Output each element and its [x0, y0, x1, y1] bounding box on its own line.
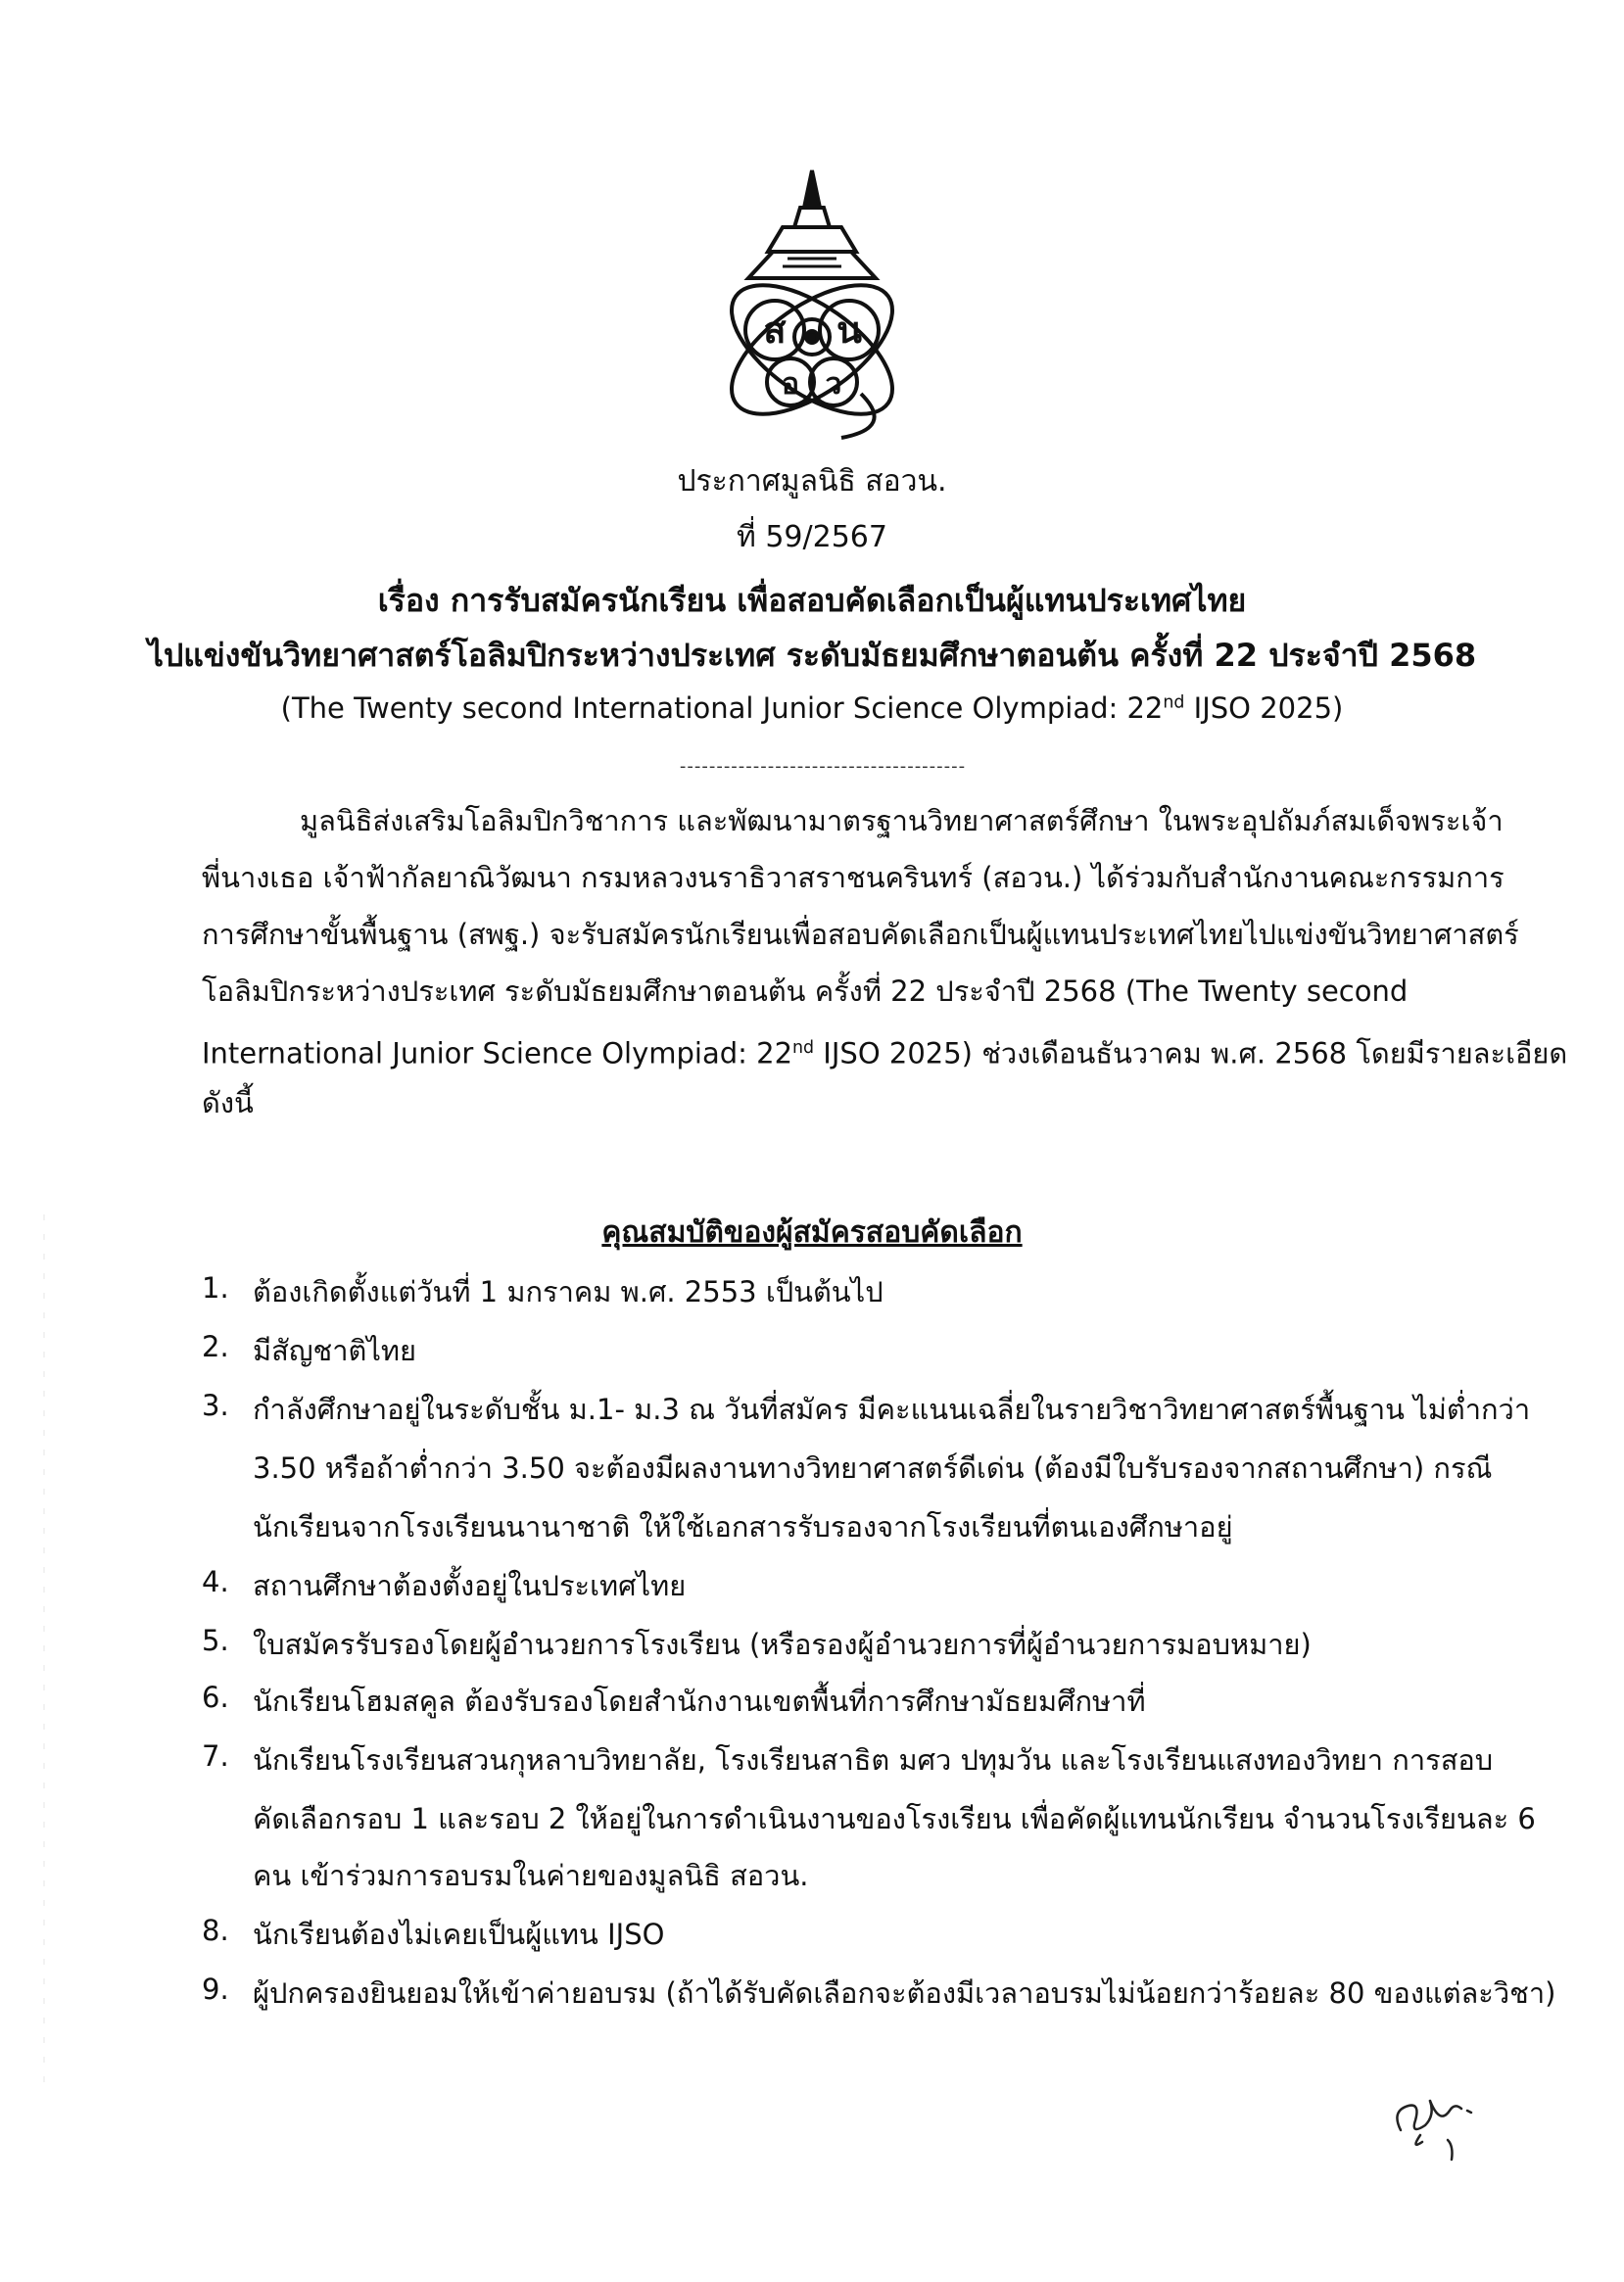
announcement-title: ประกาศมูลนิธิ สอวน. — [677, 464, 947, 499]
svg-text:อ: อ — [781, 367, 800, 402]
list-number: 3. — [202, 1389, 229, 1422]
svg-text:ว: ว — [825, 367, 842, 402]
english-title — [0, 691, 1624, 725]
intro-line-5-part-a: International Junior Science Olympiad: 22 — [202, 1036, 793, 1070]
list-item-continuation: คน เข้าร่วมการอบรมในค่ายของมูลนิธิ สอวน. — [253, 1859, 809, 1892]
intro-line-6: ดังนี้ — [202, 1086, 254, 1119]
list-item: ต้องเกิดตั้งแต่วันที่ 1 มกราคม พ.ศ. 2553 เป็นต้นไป — [253, 1275, 884, 1308]
qualifications-heading-text: คุณสมบัติของผู้สมัครสอบคัดเลือก — [601, 1215, 1023, 1250]
list-item: นักเรียนต้องไม่เคยเป็นผู้แทน IJSO — [253, 1918, 665, 1951]
list-item-continuation: 3.50 หรือถ้าต่ำกว่า 3.50 จะต้องมีผลงานทางวิทยาศาสตร์ดีเด่น (ต้องมีใบรับรองจากสถานศึกษา) กรณี — [253, 1451, 1493, 1485]
english-title-part-b: IJSO 2025) — [1184, 691, 1344, 725]
list-item: ใบสมัครรับรองโดยผู้อำนวยการโรงเรียน (หรือรองผู้อำนวยการที่ผู้อำนวยการมอบหมาย) — [253, 1628, 1312, 1661]
list-number: 1. — [202, 1271, 229, 1305]
intro-line-5 — [202, 1028, 1567, 1073]
intro-line-4: โอลิมปิกระหว่างประเทศ ระดับมัธยมศึกษาตอนต้น ครั้งที่ 22 ประจำปี 2568 (The Twenty second — [202, 975, 1409, 1008]
intro-line-5-sup: nd — [792, 1038, 815, 1058]
intro-line-2: พี่นางเธอ เจ้าฟ้ากัลยาณิวัฒนา กรมหลวงนราธิวาสราชนครินทร์ (สอวน.) ได้ร่วมกับสำนักงานคณะกรรมการ — [202, 861, 1505, 894]
list-number: 8. — [202, 1914, 229, 1947]
list-item: ผู้ปกครองยินยอมให้เข้าค่ายอบรม (ถ้าได้รับคัดเลือกจะต้องมีเวลาอบรมไม่น้อยกว่าร้อยละ 80 ของแต่ละวิชา) — [253, 1976, 1556, 2010]
announcement-number: ที่ 59/2567 — [737, 520, 887, 554]
list-item: สถานศึกษาต้องตั้งอยู่ในประเทศไทย — [253, 1569, 687, 1602]
svg-text:ส: ส — [763, 309, 787, 352]
intro-line-5-part-b: IJSO 2025) ช่วงเดือนธันวาคม พ.ศ. 2568 โดยมีรายละเอียด — [814, 1036, 1568, 1070]
list-number: 9. — [202, 1973, 229, 2006]
list-number: 6. — [202, 1681, 229, 1714]
english-title-part-a: (The Twenty second International Junior Science Olympiad: 22 — [280, 691, 1164, 725]
scan-margin-marks — [43, 1214, 45, 2096]
list-item: นักเรียนโรงเรียนสวนกุหลาบวิทยาลัย, โรงเรียนสาธิต มศว ปทุมวัน และโรงเรียนแสงทองวิทยา การสอบ — [253, 1743, 1494, 1777]
english-title-sup: nd — [1163, 692, 1185, 713]
qualifications-heading — [0, 1210, 1624, 1256]
intro-line-1: มูลนิธิส่งเสริมโอลิมปิกวิชาการ และพัฒนามาตรฐานวิทยาศาสตร์ศึกษา ในพระอุปถัมภ์สมเด็จพระเจ้า — [300, 804, 1504, 837]
list-item-continuation: นักเรียนจากโรงเรียนนานาชาติ ให้ใช้เอกสารรับรองจากโรงเรียนที่ตนเองศึกษาอยู่ — [253, 1510, 1233, 1544]
list-number: 2. — [202, 1330, 229, 1363]
subject-line-2: ไปแข่งขันวิทยาศาสตร์โอลิมปิกระหว่างประเทศ ระดับมัธยมศึกษาตอนต้น ครั้งที่ 22 ประจำปี 2568 — [147, 637, 1477, 674]
list-item: กำลังศึกษาอยู่ในระดับชั้น ม.1- ม.3 ณ วันที่สมัคร มีคะแนนเฉลี่ยในรายวิชาวิทยาศาสตร์พื้นฐาน ไม่ต่ำกว่า — [253, 1393, 1531, 1426]
list-item: มีสัญชาติไทย — [253, 1334, 417, 1367]
list-number: 4. — [202, 1565, 229, 1598]
foundation-logo — [714, 168, 910, 443]
separator-line: --------------------------------------- — [679, 756, 967, 777]
list-number: 7. — [202, 1739, 229, 1773]
intro-line-3: การศึกษาขั้นพื้นฐาน (สพฐ.) จะรับสมัครนักเรียนเพื่อสอบคัดเลือกเป็นผู้แทนประเทศไทยไปแข่งขันวิทยาศาสตร์ — [202, 918, 1519, 951]
list-item: นักเรียนโฮมสคูล ต้องรับรองโดยสำนักงานเขตพื้นที่การศึกษามัธยมศึกษาที่ — [253, 1685, 1146, 1718]
svg-text:น: น — [836, 309, 862, 352]
list-item-continuation: คัดเลือกรอบ 1 และรอบ 2 ให้อยู่ในการดำเนินงานของโรงเรียน เพื่อคัดผู้แทนนักเรียน จำนวนโรงเรียนละ 6 — [253, 1802, 1536, 1835]
list-number: 5. — [202, 1624, 229, 1657]
handwritten-initials — [1381, 2081, 1489, 2169]
subject-line-1: เรื่อง การรับสมัครนักเรียน เพื่อสอบคัดเลือกเป็นผู้แทนประเทศไทย — [377, 582, 1247, 619]
